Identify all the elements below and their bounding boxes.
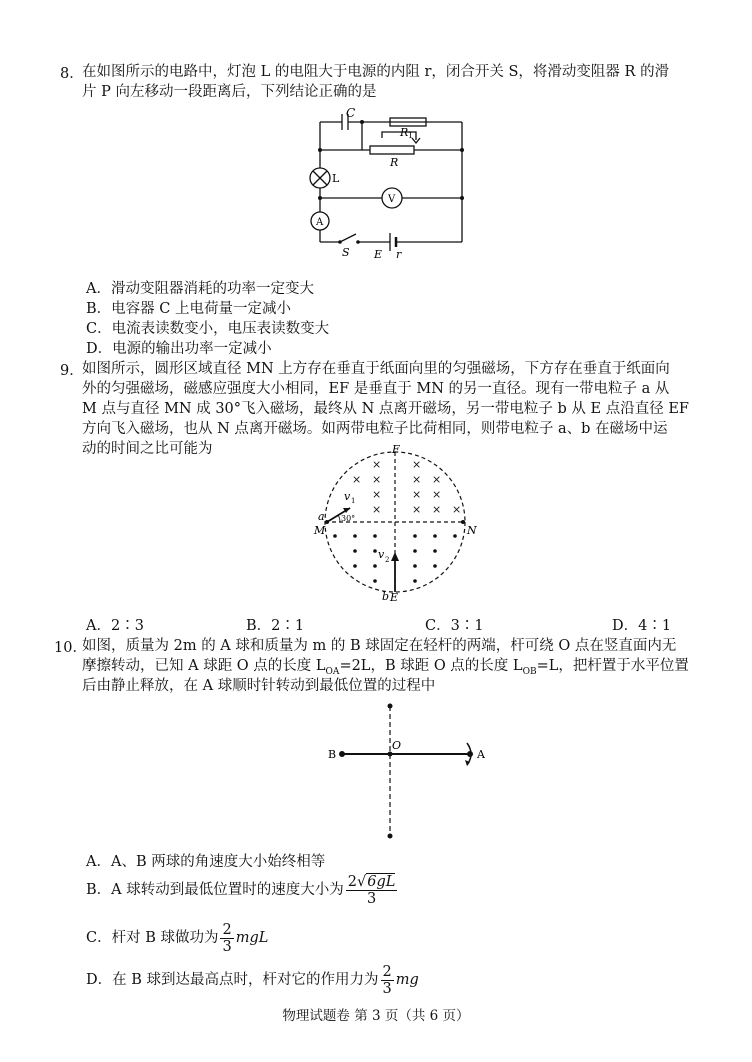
velocity-v1-subscript: 1 — [351, 497, 356, 505]
cross-mark: × — [372, 458, 382, 471]
question-text: 动的时间之比可能为 — [82, 441, 213, 457]
subscript-ob: OB — [522, 666, 537, 677]
resistor-r1-label: R — [400, 126, 409, 139]
option-b: B．A 球转动到最低位置时的速度大小为 $\frac{2√6gL}{3}$ — [86, 873, 396, 907]
question-text: 如图，质量为 2m 的 A 球和质量为 m 的 B 球固定在轻杆的两端，杆可绕 O 点在竖直面内无 — [82, 638, 677, 654]
question-number: 9． — [60, 363, 84, 379]
fraction: $\frac{2}{3}$ — [382, 963, 392, 997]
particle-a-label: a — [318, 510, 325, 523]
option-a: A．A、B 两球的角速度大小始终相等 — [86, 854, 326, 870]
emf-label: E — [374, 248, 383, 261]
dot-mark — [373, 549, 377, 553]
subscript-oa: OA — [325, 666, 340, 677]
rod-diagram — [320, 696, 500, 844]
point-f-label: F — [392, 444, 400, 456]
magnetic-field-diagram — [310, 444, 490, 604]
question-text: 如图所示，圆形区域直径 MN 上方存在垂直于纸面向里的匀强磁场，下方存在垂直于纸面向 — [82, 361, 670, 377]
question-text: 后由静止释放，在 A 球顺时针转动到最低位置的过程中 — [82, 678, 436, 694]
dot-mark — [453, 534, 457, 538]
cross-mark: × — [432, 473, 442, 486]
option-d: D．在 B 球到达最高点时，杆对它的作用力为 $\frac{2}{3}$ mg — [86, 963, 419, 997]
option-d: D．4∶1 — [612, 618, 672, 634]
cross-mark: × — [452, 503, 462, 516]
capacitor-label: C — [346, 106, 356, 120]
dot-mark — [353, 549, 357, 553]
circuit-diagram — [300, 102, 470, 262]
cross-mark: × — [412, 458, 422, 471]
option-a: A．2∶3 — [86, 618, 144, 634]
point-n-label: N — [467, 524, 477, 537]
dot-mark — [413, 564, 417, 568]
dot-mark — [373, 534, 377, 538]
internal-resistance-label: r — [396, 248, 402, 261]
dot-mark — [413, 549, 417, 553]
point-m-label: M — [314, 524, 326, 537]
pivot-o-label: O — [392, 739, 402, 752]
dot-mark — [353, 564, 357, 568]
switch-label: S — [342, 246, 350, 259]
lamp-label: L — [332, 172, 340, 185]
cross-mark: × — [372, 473, 382, 486]
dot-mark — [373, 564, 377, 568]
question-number: 8． — [60, 66, 84, 82]
dot-mark — [433, 549, 437, 553]
ball-a-label: A — [477, 748, 485, 761]
option-b: B．2∶1 — [246, 618, 305, 634]
question-text: 外的匀强磁场，磁感应强度大小相同，EF 是垂直于 MN 的另一直径。现有一带电粒子 a 从 — [82, 381, 670, 397]
field-into-page-marks — [352, 458, 461, 516]
dot-mark — [433, 534, 437, 538]
question-number: 10． — [54, 640, 87, 656]
dot-mark — [413, 579, 417, 583]
option-a: A．滑动变阻器消耗的功率一定变大 — [86, 281, 314, 297]
dot-mark — [413, 534, 417, 538]
resistor-r1-subscript: 1 — [408, 131, 414, 140]
cross-mark: × — [372, 488, 382, 501]
question-text: 摩擦转动，已知 A 球距 O 点的长度 $L_{OA}=2L$，B 球距 O 点的长度 $L_{OB}=L$，把杆置于水平位置 — [82, 658, 689, 677]
rheostat-label: R — [390, 156, 399, 169]
cross-mark: × — [352, 473, 362, 486]
dot-mark — [373, 579, 377, 583]
question-text: 方向飞入磁场，也从 N 点离开磁场。如两带电粒子比荷相同，则带电粒子 a、b 在磁场中运 — [82, 421, 668, 437]
cross-mark: × — [432, 488, 442, 501]
voltmeter-label: V — [388, 194, 396, 205]
question-text: 片 P 向左移动一段距离后，下列结论正确的是 — [82, 84, 377, 100]
ball-b-label: B — [328, 748, 337, 761]
option-b: B．电容器 C 上电荷量一定减小 — [86, 301, 291, 317]
option-c: C．3∶1 — [425, 618, 484, 634]
fraction: $\frac{2}{3}$ — [222, 921, 232, 955]
ammeter-label: A — [316, 217, 324, 228]
velocity-v2-subscript: 2 — [385, 556, 390, 564]
page-footer: 物理试题卷 第 3 页（共 6 页） — [282, 1008, 470, 1024]
dot-mark — [353, 534, 357, 538]
cross-mark: × — [412, 488, 422, 501]
question-text: M 点与直径 MN 成 30°飞入磁场，最终从 N 点离开磁场，另一带电粒子 b 从 E 点沿直径 EF — [82, 401, 689, 417]
point-e-label: E — [390, 591, 399, 604]
dot-mark — [433, 564, 437, 568]
cross-mark: × — [372, 503, 382, 516]
dot-mark — [333, 534, 337, 538]
option-c: C．电流表读数变小，电压表读数变大 — [86, 321, 330, 337]
fraction: $\frac{2√6gL}{3}$ — [347, 873, 396, 907]
cross-mark: × — [412, 473, 422, 486]
particle-b-label: b — [382, 590, 390, 603]
angle-label: 30° — [341, 514, 356, 523]
cross-mark: × — [432, 503, 442, 516]
question-text: 在如图所示的电路中，灯泡 L 的电阻大于电源的内阻 r，闭合开关 S，将滑动变阻器 R 的滑 — [82, 64, 670, 80]
option-d: D．电源的输出功率一定减小 — [86, 341, 272, 357]
velocity-v2-label: v — [378, 548, 385, 561]
option-c: C．杆对 B 球做功为 $\frac{2}{3}$ mgL — [86, 921, 269, 955]
cross-mark: × — [412, 503, 422, 516]
velocity-v1-label: v — [344, 490, 351, 503]
